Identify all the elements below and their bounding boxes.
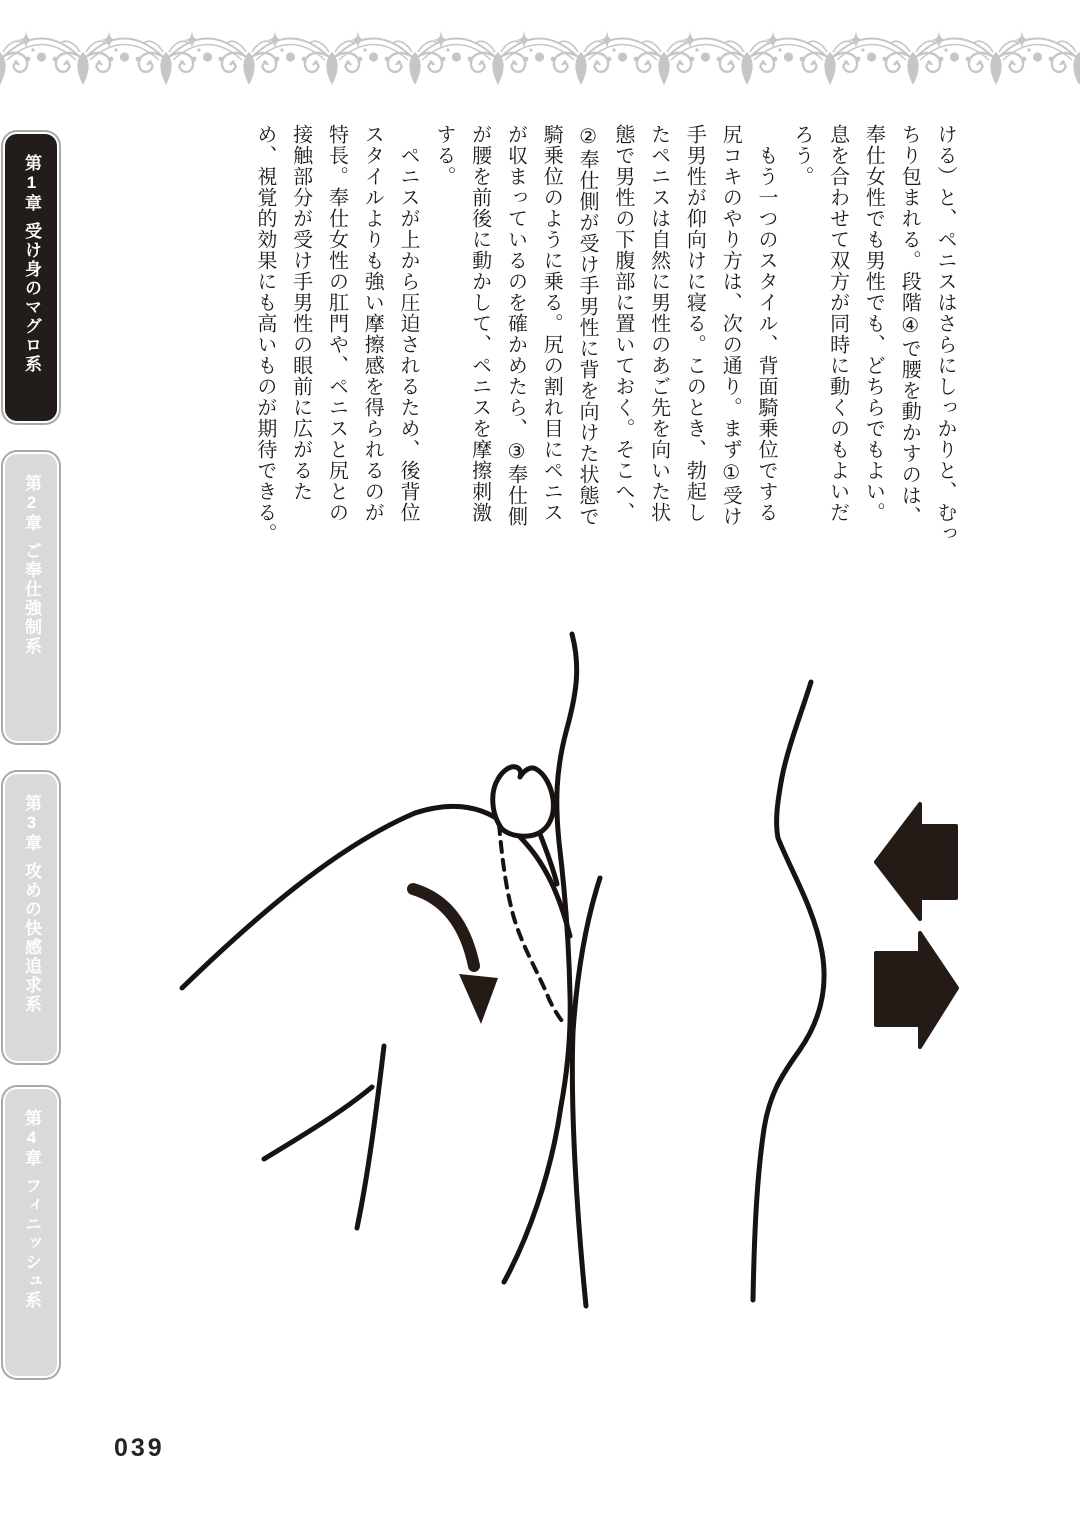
curved-down-arrow [413,889,498,1024]
tab-chapter-number: 第3章 [22,794,41,853]
tab-chapter-title: ご奉仕強制系 [22,542,41,657]
tab-chapter-title: フィニッシュ系 [22,1177,41,1311]
block-arrow-right [876,933,957,1047]
glans-outline [493,767,554,836]
text-column: ②奉仕側が受け手男性に背を向けた状態で [576,124,599,527]
partner-body-outline [753,682,824,1300]
text-column: ちり包まれる。段階④で腰を動かすのは、 [898,124,921,527]
lace-scallop-ornament-border [0,12,1080,90]
tab-chapter-number: 第4章 [22,1109,41,1168]
tab-chapter-number: 第2章 [22,474,41,533]
shin-line [264,1087,372,1159]
tab-label [5,454,57,741]
tab-face [5,1089,57,1376]
tab-label [5,134,57,421]
text-column: ろう。 [790,124,813,187]
chapter-tab[interactable] [1,130,61,425]
text-column: が収まっているのを確かめたら、③奉仕側 [504,124,527,527]
text-column: 尻コキのやり方は、次の通り。まず①受け [719,124,742,527]
text-column: もう一つのスタイル、背面騎乗位でする [755,124,778,523]
cleft-line [504,634,577,1282]
glans-stem-line [540,834,557,884]
tab-face [5,774,57,1061]
text-column: スタイルよりも強い摩擦感を得られるのが [361,124,384,523]
hidden-shaft-dashed-line [499,824,566,1026]
text-column: 騎乗位のように乗る。尻の割れ目にペニス [540,124,563,523]
text-column: め、視覚的効果にも高いものが期待できる。 [253,124,276,544]
tab-face [5,454,57,741]
page-number: 039 [114,1434,165,1462]
tab-label [5,774,57,1061]
text-column: する。 [432,124,455,187]
tab-chapter-title: 攻めの快感追求系 [22,862,41,1015]
text-column: ペニスが上から圧迫されるため、後背位 [397,124,420,523]
text-column: 接触部分が受け手男性の眼前に広がるた [289,124,312,502]
chapter-tab[interactable] [1,450,61,745]
text-column: 息を合わせて双方が同時に動くのもよいだ [826,124,849,523]
outer-leg-line [572,878,600,1306]
tab-face [5,134,57,421]
tab-label [5,1089,57,1376]
buttock-arc-line [182,806,570,988]
tab-chapter-title: 受け身のマグロ系 [22,222,41,375]
text-column: たペニスは自然に男性のあご先を向いた状 [647,124,670,523]
chapter-tab[interactable] [1,1085,61,1380]
text-column: 態で男性の下腹部に置いておく。そこへ、 [611,124,634,523]
text-column: ける）と、ペニスはさらにしっかりと、むっ [934,124,956,544]
block-arrow-left [876,804,956,919]
body-text [246,124,962,576]
knee-line [357,1046,384,1228]
text-column: 特長。奉仕女性の肛門や、ペニスと尻との [325,124,348,523]
chapter-tab[interactable] [1,770,61,1065]
text-column: 奉仕女性でも男性でも、どちらでもよい。 [862,124,885,523]
text-column: が腰を前後に動かして、ペニスを摩擦刺激 [468,124,491,523]
tab-chapter-number: 第1章 [22,154,41,213]
text-column: 手男性が仰向けに寝る。このとき、勃起し [683,124,706,523]
